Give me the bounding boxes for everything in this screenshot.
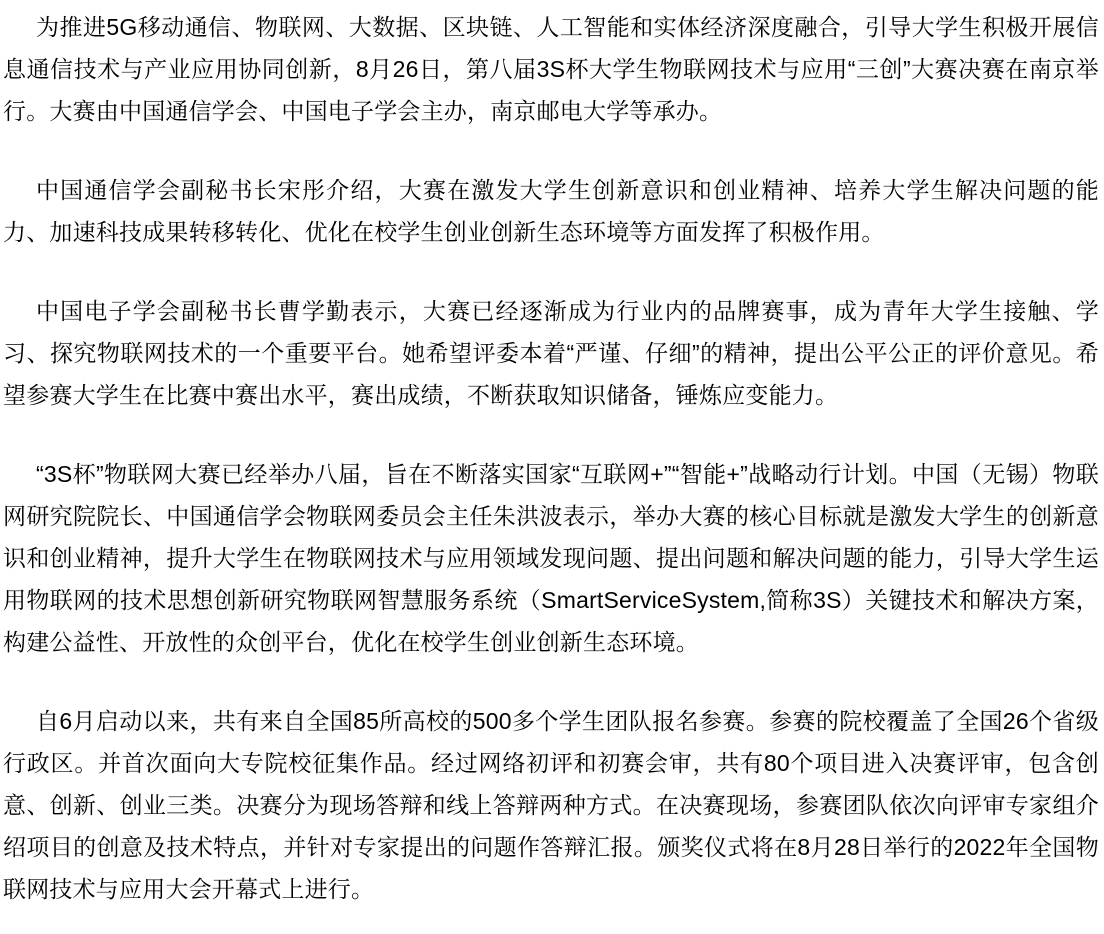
article-paragraph-intro: 为推进5G移动通信、物联网、大数据、区块链、人工智能和实体经济深度融合，引导大学生积极开展信息通信技术与产业应用协同创新，8月26日，第八届3S杯大学生物联网技术与应用“三创”大赛决赛在南京举行。大赛由中国通信学会、中国电子学会主办，南京邮电大学等承办。 (3, 14, 1099, 124)
article-paragraph-contest-goals: “3S杯”物联网大赛已经举办八届，旨在不断落实国家“互联网+”“智能+”战略动行计划。中国（无锡）物联网研究院院长、中国通信学会物联网委员会主任朱洪波表示，举办大赛的核心目标就是激发大学生的创新意识和创业精神，提升大学生在物联网技术与应用领域发现问题、提出问题和解决问题的能力，引导大学生运用物联网的技术思想创新研究物联网智慧服务系统（SmartServiceSystem,简称3S）关键技术和解决方案，构建公益性、开放性的众创平台，优化在校学生创业创新生态环境。 (3, 461, 1099, 655)
article-paragraph-cie-remarks: 中国电子学会副秘书长曹学勤表示，大赛已经逐渐成为行业内的品牌赛事，成为青年大学生接触、学习、探究物联网技术的一个重要平台。她希望评委本着“严谨、仔细”的精神，提出公平公正的评价意见。希望参赛大学生在比赛中赛出水平，赛出成绩，不断获取知识储备，锤炼应变能力。 (3, 298, 1099, 408)
article-paragraph-cic-remarks: 中国通信学会副秘书长宋彤介绍，大赛在激发大学生创新意识和创业精神、培养大学生解决问题的能力、加速科技成果转移转化、优化在校学生创业创新生态环境等方面发挥了积极作用。 (3, 177, 1099, 245)
article-paragraph-participation-stats: 自6月启动以来，共有来自全国85所高校的500多个学生团队报名参赛。参赛的院校覆盖了全国26个省级行政区。并首次面向大专院校征集作品。经过网络初评和初赛会审，共有80个项目进入决赛评审，包含创意、创新、创业三类。决赛分为现场答辩和线上答辩两种方式。在决赛现场，参赛团队依次向评审专家组介绍项目的创意及技术特点，并针对专家提出的问题作答辩汇报。颁奖仪式将在8月28日举行的2022年全国物联网技术与应用大会开幕式上进行。 (3, 708, 1099, 902)
article-body (3, 6, 1099, 910)
